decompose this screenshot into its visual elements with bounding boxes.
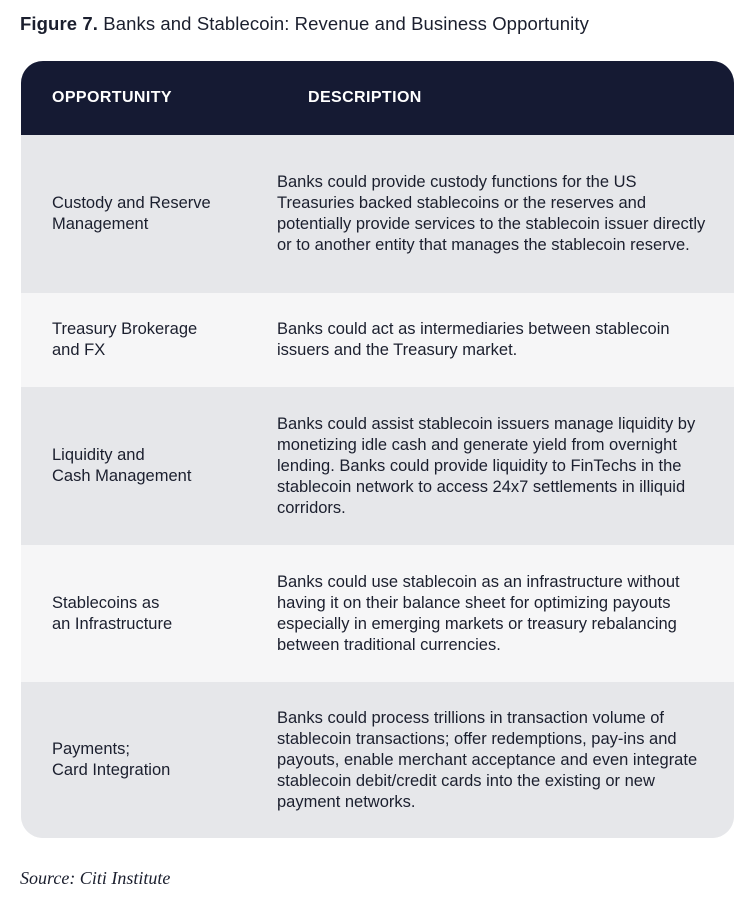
opportunity-cell: Treasury Brokerage and FX <box>52 320 198 359</box>
table-row <box>21 293 734 387</box>
figure-title-text: Banks and Stablecoin: Revenue and Business Opportunity <box>103 13 589 34</box>
figure-label: Figure 7. <box>20 13 98 34</box>
figure-title <box>20 13 589 35</box>
description-cell: Banks could assist stablecoin issuers manage liquidity by monetizing idle cash and generate yield from overnight lending. Banks could provide liquidity to FinTechs in the stablecoin network to access 24x7 settlements in illiquid corridors. <box>277 414 696 517</box>
source-note: Source: Citi Institute <box>20 868 171 888</box>
opportunity-cell: Payments; Card Integration <box>52 740 171 779</box>
table-header <box>21 61 734 135</box>
opportunity-cell: Custody and Reserve Management <box>52 194 211 233</box>
description-cell: Banks could act as intermediaries between stablecoin issuers and the Treasury market. <box>277 320 670 359</box>
description-cell: Banks could provide custody functions for the US Treasuries backed stablecoins or the reserves and potentially provide services to the stablecoin issuer directly or to another entity that manages the stablecoin reserve. <box>277 173 706 254</box>
opportunity-table <box>21 61 734 838</box>
description-cell: Banks could use stablecoin as an infrastructure without having it on their balance sheet for optimizing payouts especially in emerging markets or treasury rebalancing between traditional currencies. <box>277 572 680 654</box>
opportunity-cell: Stablecoins as an Infrastructure <box>52 593 173 633</box>
description-cell: Banks could process trillions in transaction volume of stablecoin transactions; offer redemptions, pay-ins and payouts, enable merchant acceptance and even integrate stablecoin debit/credit cards into the existing or new payment networks. <box>277 708 698 811</box>
header-opportunity: OPPORTUNITY <box>52 89 172 106</box>
table-row <box>21 387 734 545</box>
table-row <box>21 682 734 838</box>
table-row <box>21 545 734 682</box>
header-description: DESCRIPTION <box>308 89 422 106</box>
table-row <box>21 135 734 293</box>
opportunity-cell: Liquidity and Cash Management <box>52 446 192 485</box>
